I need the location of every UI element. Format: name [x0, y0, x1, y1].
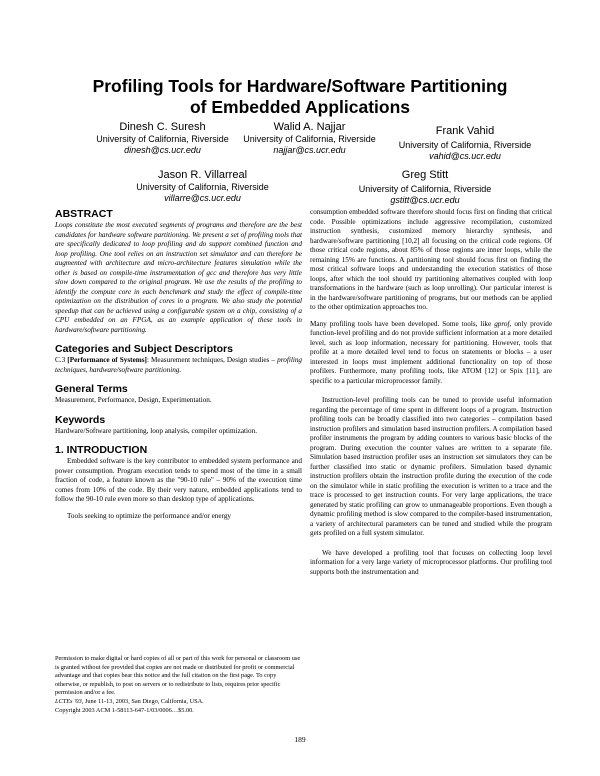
- right-paragraph-1: consumption embedded software therefore should focus first on finding that critical code. Possible optimizations include aggressive recompilation, customized instruction synthesis, customized memory hierarchy synthesis, and hardware/software partitioning [10,2] all focusing on the critical code regions. Of those critical code regions, about 85% of those regions are inner loops, while the remaining 15% are functions. A partitioning tool should focus first on finding the most critical software loops and understanding the execution statistics of those loops, after which the tool should try partitioning alternatives coupled with loop transformations in the hardware (such as loop unrolling). Our particular interest is in the hardware/software partitioning of programs, but our methods can be applied to the other optimization approaches too.: [310, 208, 552, 311]
- permission-footnote: [55, 655, 302, 715]
- title-line-1: Profiling Tools for Hardware/Software Partitioning: [92, 76, 508, 96]
- general-terms-text: Measurement, Performance, Design, Experimentation.: [55, 396, 212, 404]
- abstract-heading: ABSTRACT: [55, 208, 113, 220]
- right-column: [310, 208, 552, 577]
- categories-heading: Categories and Subject Descriptors: [55, 343, 233, 355]
- left-column: [55, 208, 302, 521]
- author-email: dinesh@cs.ucr.edu: [124, 145, 201, 155]
- keywords-text: Hardware/Software partitioning, loop analysis, compiler optimization.: [55, 426, 257, 435]
- author-stitt: [340, 168, 510, 206]
- author-name: Dinesh C. Suresh: [119, 121, 206, 133]
- author-email: gstitt@cs.ucr.edu: [390, 195, 460, 205]
- venue-line: [55, 698, 302, 707]
- author-vahid: [380, 124, 550, 162]
- right-paragraph-2: [310, 320, 552, 387]
- categories-text: [55, 356, 302, 375]
- categories-code: C.3: [55, 356, 66, 364]
- right-paragraph-3: Instruction-level profiling tools can be tuned to provide useful information regarding the percentage of time spent in different loops of a program. Instruction profiling tools can be broadly classified into two categories – compilation based instruction profilers and simulation based instruction profilers. A compilation based profiler instruments the program by adding counters to various basic blocks of the program. During execution the counter values are written to a separate file. Simulation based instruction profiler uses an instruction set simulators they can be further classified into static or dynamic profilers. Simulation based dynamic instruction profilers obtain the instruction profile during the execution of the code on the simulator while in static profiling the execution is written to a trace and the trace is processed to get instruction counts. For very large applications, the trace generated by static profiling can grow to unmanageable proportions. Even though a dynamic profiling method is slow compared to the compiler-based instrumentation, a variety of architectural parameters can be tuned and studied while the program gets profiled on a full system simulator.: [310, 396, 552, 537]
- keywords-heading: Keywords: [55, 413, 106, 426]
- permission-text: Permission to make digital or hard copies of all or part of this work for personal or classroom use is granted without fee provided that copies are not made or distributed for profit or commercial advantage and that copies bear this notice and the full citation on the first page. To copy otherwise, or republish, to post on servers or to redistribute to lists, requires prior specific permission and/or a fee.: [55, 655, 301, 697]
- author-name: Greg Stitt: [401, 169, 449, 181]
- gprof-name: gprof,: [494, 319, 512, 328]
- intro-paragraph-1: Embedded software is the key contributor to embedded system performance and power consumption. Program execution tends to spend most of the time in a small fraction of code, a feature known as the "90-10 rule" – 90% of the execution time comes from 10% of the code. By their very nature, embedded applications tend to follow the 90-10 rule even more so than desktop type of applications.: [55, 457, 302, 503]
- author-affiliation: University of California, Riverside: [96, 134, 229, 144]
- categories-bold: [Performance of Systems]: [67, 356, 147, 364]
- copyright-line: Copyright 2003 ACM 1-58113-647-1/03/0006…$5.00.: [55, 706, 194, 714]
- general-terms-heading: General Terms: [55, 383, 128, 395]
- author-najjar: [222, 120, 397, 156]
- venue-name: LCTEs '03,: [55, 697, 84, 705]
- author-name: Walid A. Najjar: [273, 121, 346, 133]
- right-paragraph-4: We have developed a profiling tool that focuses on collecting loop level information for a very large variety of microprocessor platforms. Our profiling tool supports both the instrumentation and: [310, 548, 552, 576]
- author-email: najjar@cs.ucr.edu: [273, 145, 346, 155]
- author-villarreal: [115, 168, 290, 204]
- author-affiliation: University of California, Riverside: [398, 140, 532, 150]
- author-email: vahid@cs.ucr.edu: [429, 151, 501, 161]
- author-name: Frank Vahid: [435, 125, 495, 137]
- profiling-tools-intro: Many profiling tools have been developed. Some tools, like: [310, 319, 492, 328]
- title-line-2: of Embedded Applications: [189, 97, 411, 117]
- author-email: villarre@cs.ucr.edu: [164, 193, 241, 203]
- intro-paragraph-2: Tools seeking to optimize the performance and/or energy: [67, 511, 232, 520]
- profiling-tools-rest: only provide function-level profiling and do not provide sufficient information at a more detailed level, such as loop information, necessary for partitioning. However, tools that profile at a more detailed level tend to focus on statements or blocks – a user interested in loops must implement additional functionality on top of those profilers. Furthermore, many profiling tools, like ATOM [12] or Spix [11], are specific to a particular microprocessor family.: [310, 319, 553, 385]
- author-affiliation: University of California, Riverside: [243, 134, 376, 144]
- author-name: Jason R. Villarreal: [157, 169, 248, 181]
- categories-rest: : Measurement techniques, Design studies –: [146, 356, 276, 364]
- page-number: 189: [294, 735, 306, 744]
- venue-details: June 11-13, 2003, San Diego, California, USA.: [84, 697, 204, 705]
- author-affiliation: University of California, Riverside: [136, 182, 269, 192]
- introduction-heading: 1. INTRODUCTION: [55, 444, 148, 456]
- author-affiliation: University of California, Riverside: [358, 184, 492, 194]
- paper-title: [40, 76, 560, 118]
- abstract-text: Loops constitute the most executed segments of programs and therefore are the best candidates for hardware software partitioning. We present a set of profiling tools that are specifically dedicated to loop profiling and do support combined function and loop profiling. One tool relies on an instruction set simulator and can therefore be augmented with architecture and micro-architecture features simulation while the other is based on compile-time instrumentation of gcc and therefore has very little slow down compared to the original program. We use the results of the profiling to identify the compute core in each benchmark and study the effect of compile-time optimization on the distribution of cores in a program. We also study the potential speedup that can be achieved using a configurable system on a chip, consisting of a CPU embedded on an FPGA, as an example application of these tools in hardware/software partitioning.: [55, 221, 302, 334]
- categories-italic: profiling techniques, hardware/software partitioning.: [55, 356, 303, 374]
